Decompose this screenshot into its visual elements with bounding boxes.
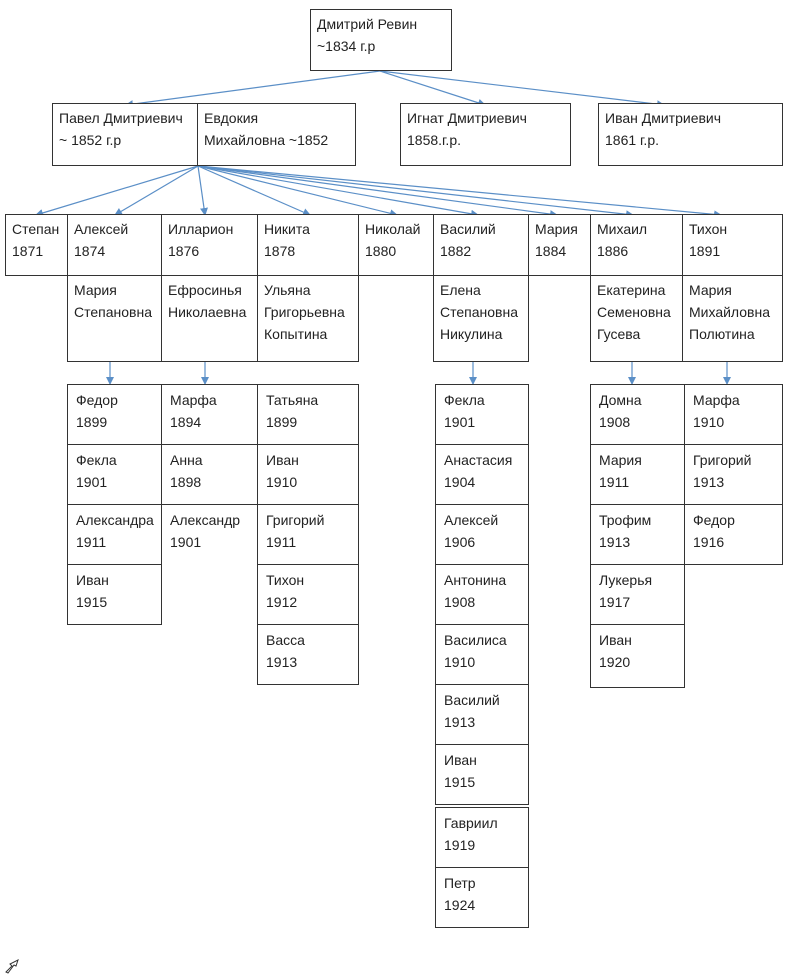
grandchild-name: Василиса bbox=[444, 632, 507, 648]
gen2-year: 1880 bbox=[365, 243, 397, 259]
grandchild-name: Анна bbox=[170, 452, 203, 468]
grandchild-name: Лукерья bbox=[599, 572, 653, 588]
gen2-tikhon-box bbox=[682, 214, 783, 276]
grandchild-cell bbox=[435, 807, 529, 868]
grandchild-name: Василий bbox=[444, 692, 500, 708]
gen2-stepan-box bbox=[5, 214, 68, 276]
spouse-line: Мария bbox=[689, 282, 732, 298]
grandchild-name: Мария bbox=[599, 452, 642, 468]
spouse-line: Степановна bbox=[440, 304, 518, 320]
grandchild-year: 1901 bbox=[444, 414, 476, 430]
gen2-name: Мария bbox=[535, 221, 578, 237]
gen1-year: Михайловна ~1852 bbox=[204, 132, 329, 148]
grandchild-year: 1908 bbox=[444, 594, 476, 610]
grandchild-name: Тихон bbox=[266, 572, 305, 588]
gen1-ivan-box bbox=[598, 103, 783, 166]
grandchild-year: 1915 bbox=[444, 774, 476, 790]
grandchild-cell bbox=[67, 504, 162, 565]
grandchild-cell bbox=[161, 384, 258, 445]
gen2-year: 1878 bbox=[264, 243, 296, 259]
grandchild-cell bbox=[435, 564, 529, 625]
spouse-illarion-box bbox=[161, 275, 258, 362]
grandchild-year: 1911 bbox=[599, 474, 630, 490]
spouse-line: Степановна bbox=[74, 304, 152, 320]
gen2-vasiliy-box bbox=[433, 214, 529, 276]
grandchild-cell bbox=[435, 744, 529, 805]
gen1-name: Игнат Дмитриевич bbox=[407, 110, 527, 126]
grandchild-name: Иван bbox=[599, 632, 632, 648]
gen2-mikhail-box bbox=[590, 214, 683, 276]
root-year: ~1834 г.р bbox=[317, 38, 376, 54]
gen2-mariya-box bbox=[528, 214, 591, 276]
grandchild-name: Алексей bbox=[444, 512, 499, 528]
grandchild-cell bbox=[590, 564, 685, 625]
arrow-couple-to-mikhail bbox=[198, 166, 633, 215]
gen2-name: Тихон bbox=[689, 221, 728, 237]
arrow-root-to-ivan bbox=[380, 71, 664, 105]
grandchild-cell bbox=[67, 384, 162, 445]
grandchild-cell bbox=[257, 504, 359, 565]
grandchild-cell bbox=[257, 564, 359, 625]
grandchild-year: 1913 bbox=[266, 654, 298, 670]
gen2-name: Степан bbox=[12, 221, 60, 237]
grandchild-year: 1920 bbox=[599, 654, 631, 670]
grandchild-year: 1913 bbox=[599, 534, 631, 550]
grandchild-cell bbox=[435, 444, 529, 505]
grandchild-cell bbox=[161, 504, 258, 565]
grandchild-year: 1912 bbox=[266, 594, 298, 610]
arrow-couple-to-nikita bbox=[198, 166, 310, 215]
grandchild-cell bbox=[590, 444, 685, 505]
arrow-couple-to-mariya bbox=[198, 166, 557, 215]
pointer-cursor-icon bbox=[4, 956, 24, 974]
grandchild-year: 1924 bbox=[444, 897, 476, 913]
grandchild-name: Фекла bbox=[76, 452, 117, 468]
spouse-line: Мария bbox=[74, 282, 117, 298]
spouse-line: Ефросинья bbox=[168, 282, 242, 298]
grandchild-cell bbox=[590, 384, 685, 445]
spouse-line: Григорьевна bbox=[264, 304, 345, 320]
grandchild-cell bbox=[590, 624, 685, 688]
grandchild-cell bbox=[435, 867, 529, 928]
gen1-year: 1858.г.р. bbox=[407, 132, 461, 148]
grandchild-year: 1915 bbox=[76, 594, 108, 610]
gen2-year: 1876 bbox=[168, 243, 200, 259]
grandchild-name: Татьяна bbox=[266, 392, 319, 408]
gen1-ignat-box bbox=[400, 103, 571, 166]
grandchild-name: Гавриил bbox=[444, 815, 498, 831]
arrow-couple-to-aleksey bbox=[115, 166, 198, 215]
grandchild-year: 1913 bbox=[444, 714, 476, 730]
grandchild-year: 1901 bbox=[76, 474, 108, 490]
grandchild-cell bbox=[257, 384, 359, 445]
arrow-couple-to-tikhon bbox=[198, 166, 721, 215]
grandchild-cell bbox=[590, 504, 685, 565]
grandchild-name: Фекла bbox=[444, 392, 485, 408]
grandchild-name: Домна bbox=[599, 392, 642, 408]
root-name: Дмитрий Ревин bbox=[317, 16, 418, 32]
grandchild-name: Федор bbox=[76, 392, 118, 408]
grandchild-year: 1901 bbox=[170, 534, 202, 550]
spouse-aleksey-box bbox=[67, 275, 162, 362]
grandchild-cell bbox=[67, 444, 162, 505]
grandchild-name: Васса bbox=[266, 632, 305, 648]
grandchild-year: 1908 bbox=[599, 414, 631, 430]
grandchild-name: Анастасия bbox=[444, 452, 513, 468]
grandchild-name: Марфа bbox=[693, 392, 740, 408]
gen1-name: Павел Дмитриевич bbox=[59, 110, 183, 126]
grandchild-cell bbox=[67, 564, 162, 625]
gen2-name: Никита bbox=[264, 221, 310, 237]
arrow-couple-to-stepan bbox=[36, 166, 198, 215]
arrow-couple-to-vasiliy bbox=[198, 166, 478, 215]
spouse-line: Гусева bbox=[597, 326, 641, 342]
spouse-line: Никулина bbox=[440, 326, 503, 342]
grandchild-year: 1916 bbox=[693, 534, 725, 550]
grandchild-cell bbox=[684, 504, 783, 565]
gen2-aleksey-box bbox=[67, 214, 162, 276]
grandchild-cell bbox=[435, 384, 529, 445]
spouse-line: Полютина bbox=[689, 326, 755, 342]
gen1-year: ~ 1852 г.р bbox=[59, 132, 122, 148]
grandchild-name: Григорий bbox=[693, 452, 752, 468]
grandchild-year: 1899 bbox=[76, 414, 108, 430]
gen2-year: 1884 bbox=[535, 243, 567, 259]
gen1-name: Евдокия bbox=[204, 110, 259, 126]
grandchild-year: 1910 bbox=[693, 414, 725, 430]
grandchild-year: 1898 bbox=[170, 474, 202, 490]
spouse-line: Семеновна bbox=[597, 304, 671, 320]
grandchild-name: Иван bbox=[444, 752, 477, 768]
gen2-name: Илларион bbox=[168, 221, 234, 237]
grandchild-cell bbox=[257, 624, 359, 685]
grandchild-cell bbox=[257, 444, 359, 505]
grandchild-name: Трофим bbox=[599, 512, 652, 528]
grandchild-cell bbox=[435, 624, 529, 685]
grandchild-year: 1899 bbox=[266, 414, 298, 430]
grandchild-year: 1911 bbox=[76, 534, 107, 550]
grandchild-cell bbox=[435, 684, 529, 745]
gen2-year: 1891 bbox=[689, 243, 721, 259]
gen1-evdokiya-box bbox=[197, 103, 356, 166]
arrow-root-to-ignat bbox=[380, 71, 485, 105]
spouse-line: Копытина bbox=[264, 326, 328, 342]
grandchild-year: 1913 bbox=[693, 474, 725, 490]
gen2-name: Николай bbox=[365, 221, 421, 237]
spouse-line: Ульяна bbox=[264, 282, 311, 298]
grandchild-name: Антонина bbox=[444, 572, 507, 588]
grandchild-year: 1910 bbox=[266, 474, 298, 490]
gen2-name: Василий bbox=[440, 221, 496, 237]
spouse-mikhail-box bbox=[590, 275, 683, 362]
grandchild-year: 1910 bbox=[444, 654, 476, 670]
spouse-nikita-box bbox=[257, 275, 359, 362]
gen2-illarion-box bbox=[161, 214, 258, 276]
spouse-line: Елена bbox=[440, 282, 481, 298]
grandchild-cell bbox=[161, 444, 258, 505]
grandchild-name: Федор bbox=[693, 512, 735, 528]
gen2-name: Михаил bbox=[597, 221, 648, 237]
grandchild-name: Иван bbox=[76, 572, 109, 588]
grandchild-year: 1904 bbox=[444, 474, 476, 490]
gen2-nikita-box bbox=[257, 214, 359, 276]
gen2-year: 1886 bbox=[597, 243, 629, 259]
gen1-year: 1861 г.р. bbox=[605, 132, 659, 148]
root-ancestor-box bbox=[310, 9, 452, 71]
spouse-line: Николаевна bbox=[168, 304, 247, 320]
gen2-year: 1871 bbox=[12, 243, 44, 259]
gen1-name: Иван Дмитриевич bbox=[605, 110, 722, 126]
gen2-year: 1874 bbox=[74, 243, 106, 259]
grandchild-cell bbox=[684, 384, 783, 445]
spouse-tikhon-box bbox=[682, 275, 783, 362]
grandchild-year: 1919 bbox=[444, 837, 476, 853]
gen2-year: 1882 bbox=[440, 243, 472, 259]
gen2-name: Алексей bbox=[74, 221, 129, 237]
spouse-vasiliy-box bbox=[433, 275, 529, 362]
grandchild-name: Григорий bbox=[266, 512, 325, 528]
grandchild-name: Иван bbox=[266, 452, 299, 468]
grandchild-year: 1906 bbox=[444, 534, 476, 550]
grandchild-cell bbox=[435, 504, 529, 565]
grandchild-name: Марфа bbox=[170, 392, 217, 408]
grandchild-year: 1911 bbox=[266, 534, 297, 550]
grandchild-year: 1894 bbox=[170, 414, 202, 430]
grandchild-cell bbox=[684, 444, 783, 505]
arrow-couple-to-illarion bbox=[198, 166, 205, 215]
grandchild-name: Александр bbox=[170, 512, 241, 528]
gen1-pavel-box bbox=[52, 103, 198, 166]
grandchild-name: Петр bbox=[444, 875, 476, 891]
gen2-nikolay-box bbox=[358, 214, 434, 276]
arrow-couple-to-nikolay bbox=[198, 166, 397, 215]
arrow-root-to-pavel bbox=[126, 71, 380, 105]
spouse-line: Михайловна bbox=[689, 304, 770, 320]
grandchild-name: Александра bbox=[76, 512, 154, 528]
grandchild-year: 1917 bbox=[599, 594, 631, 610]
spouse-line: Екатерина bbox=[597, 282, 666, 298]
